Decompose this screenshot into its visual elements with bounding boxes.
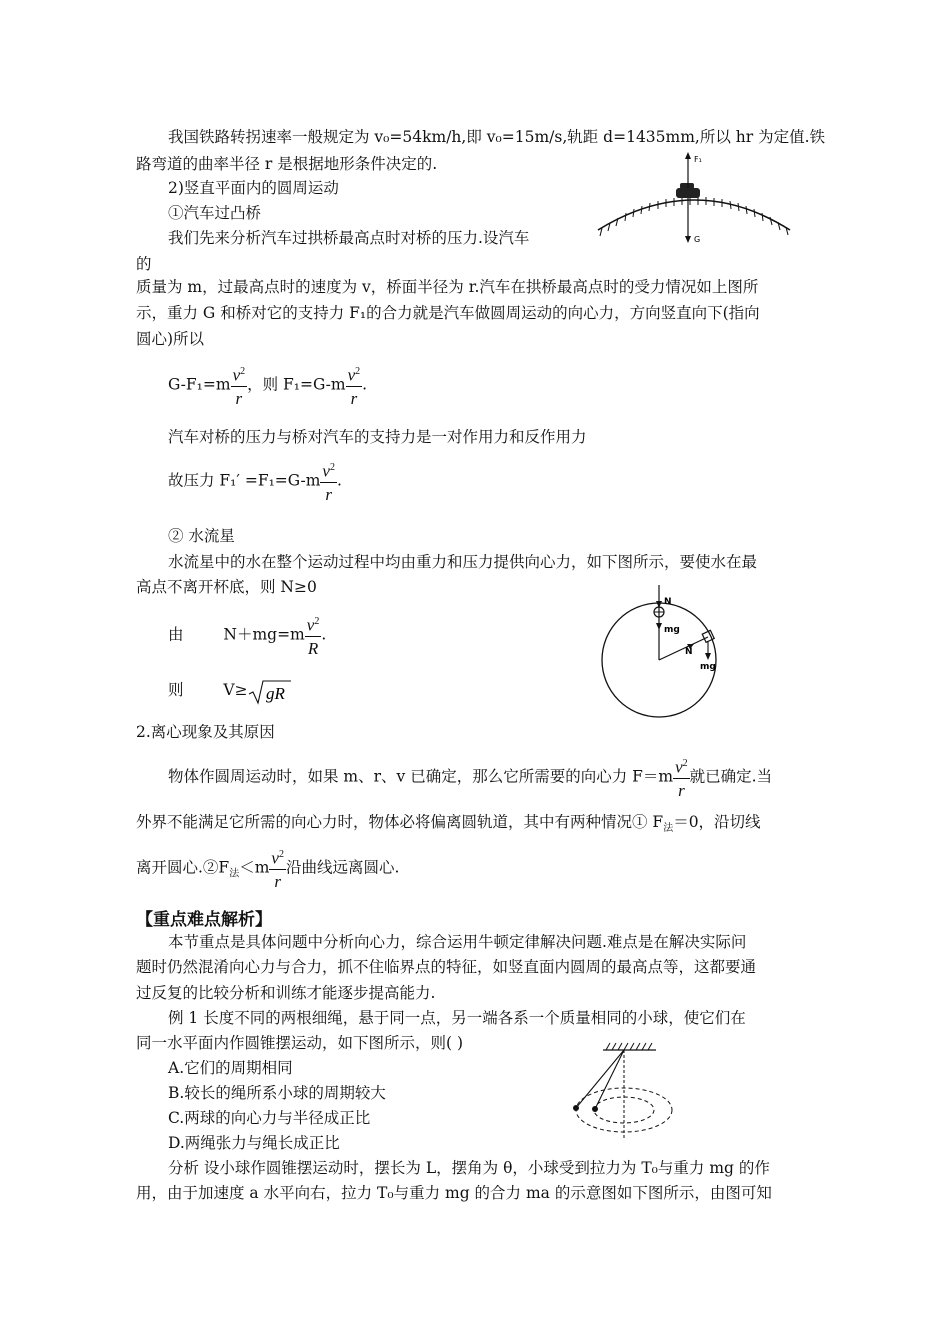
car-para-line3: 质量为 m，过最高点时的速度为 v，桥面半径为 r.汽车在拱桥最高点时的受力情况如上图所	[136, 278, 759, 296]
para-railway-line2: 路弯道的曲率半径 r 是根据地形条件决定的.	[136, 155, 438, 173]
example1-line2: 同一水平面内作圆锥摆运动，如下图所示，则( )	[136, 1034, 464, 1052]
key-para-line3: 过反复的比较分析和训练才能逐步提高能力.	[136, 984, 436, 1002]
fraction-v2-r: $\frac{v^2}{r}$	[232, 365, 246, 408]
bridge-label-g: G	[694, 235, 701, 244]
analysis-line1: 分析 设小球作圆锥摆运动时，摆长为 L，摆角为 θ，小球受到拉力为 T₀与重力 mg 的作	[168, 1159, 770, 1177]
car-para-line5: 圆心)所以	[136, 330, 205, 348]
section-vertical-circle: 2)竖直平面内的圆周运动	[168, 179, 339, 197]
section-centrifugal: 2.离心现象及其原因	[136, 723, 275, 741]
heading-key-points: 【重点难点解析】	[136, 910, 272, 930]
option-a: A.它们的周期相同	[168, 1059, 293, 1077]
eq1-mid: ，则 F₁=G-m	[247, 375, 346, 394]
option-c: C.两球的向心力与半径成正比	[168, 1109, 371, 1127]
car-para-line4: 示，重力 G 和桥对它的支持力 F₁的合力就是汽车做圆周运动的向心力，方向竖直向下(指向	[136, 304, 760, 322]
conical-pendulum-diagram	[568, 1040, 698, 1145]
key-para-line2: 题时仍然混淆向心力与合力，抓不住临界点的特征，如竖直面内圆周的最高点等，这都要通	[136, 958, 757, 976]
fraction-v2-r-2: $\frac{v^2}{r}$	[347, 365, 361, 408]
water-star-title: ② 水流星	[168, 527, 235, 545]
reaction-text: 汽车对桥的压力与桥对汽车的支持力是一对作用力和反作用力	[168, 428, 587, 446]
eq1-left: G-F₁=m	[168, 375, 231, 394]
water-para-line1: 水流星中的水在整个运动过程中均由重力和压力提供向心力，如下图所示，要使水在最	[168, 553, 758, 571]
equation-water-speed: 则 V≥ gR	[168, 676, 292, 705]
car-bridge-title: ①汽车过凸桥	[168, 204, 262, 222]
fraction-v2-r-5: $\frac{v^2}{r}$	[271, 848, 284, 891]
centrifugal-line3: 离开圆心$.②F_法<m$ $\frac{v^2}{r}$ 沿曲线远离圆心.	[136, 845, 399, 896]
sqrt-sign	[248, 679, 292, 705]
option-d: D.两绳张力与绳长成正比	[168, 1134, 340, 1152]
bridge-force-diagram	[590, 150, 800, 250]
equation-water-normal: 由 N＋mg=m $\frac{v^2}{R}$ .	[168, 612, 326, 659]
fraction-v2-r-3: $\frac{v^2}{r}$	[322, 461, 335, 504]
car-para-line2: 的	[136, 255, 152, 273]
centrifugal-line1: 物体作圆周运动时，如果 m、r、v 已确定，那么它所需要的向心力 F＝m $\frac{v^2}{r}$ 就已确定.当	[168, 754, 772, 801]
analysis-line2: 用，由于加速度 a 水平向右，拉力 T₀与重力 mg 的合力 ma 的示意图如下图所示，由图可知	[136, 1184, 772, 1202]
option-b: B.较长的绳所系小球的周期较大	[168, 1084, 386, 1102]
water-star-diagram	[598, 580, 768, 730]
equation-pressure: 故压力 F₁′ =F₁=G-m $\frac{v^2}{r}$ .	[168, 458, 342, 505]
water-label-mg: mg	[664, 625, 680, 635]
water-label-n: N	[664, 597, 672, 607]
car-para-line1: 我们先来分析汽车过拱桥最高点时对桥的压力.设汽车	[168, 229, 530, 247]
key-para-line1: 本节重点是具体问题中分析向心力，综合运用牛顿定律解决问题.难点是在解决实际问	[168, 933, 747, 951]
fraction-v2-R: $\frac{v^2}{R}$	[306, 615, 320, 658]
svg-text:gR: gR	[265, 684, 285, 703]
water-label-n2: N	[685, 647, 693, 657]
para-railway-line1: 我国铁路转拐速率一般规定为 v₀=54km/h,即 v₀=15m/s,轨距 d=1435mm,所以 hr 为定值.铁	[168, 128, 826, 146]
example1-line1: 例 1 长度不同的两根细绳，悬于同一点，另一端各系一个质量相同的小球，使它们在	[168, 1009, 746, 1027]
equation-force-balance: G-F₁=m $\frac{v^2}{r}$ ，则 F₁=G-m $\frac{v^2}{r}$ .	[168, 362, 367, 409]
centrifugal-line2: 外界不能满足它所需的向心力时，物体必将偏离圆轨道，其中有两种情况① $F_法=0$，沿切线	[136, 813, 761, 835]
water-label-mg2: mg	[700, 662, 716, 672]
water-para-line2: 高点不离开杯底，则 N≥0	[136, 578, 317, 596]
fraction-v2-r-4: $\frac{v^2}{r}$	[675, 757, 688, 800]
bridge-label-f1: F₁	[694, 155, 702, 164]
